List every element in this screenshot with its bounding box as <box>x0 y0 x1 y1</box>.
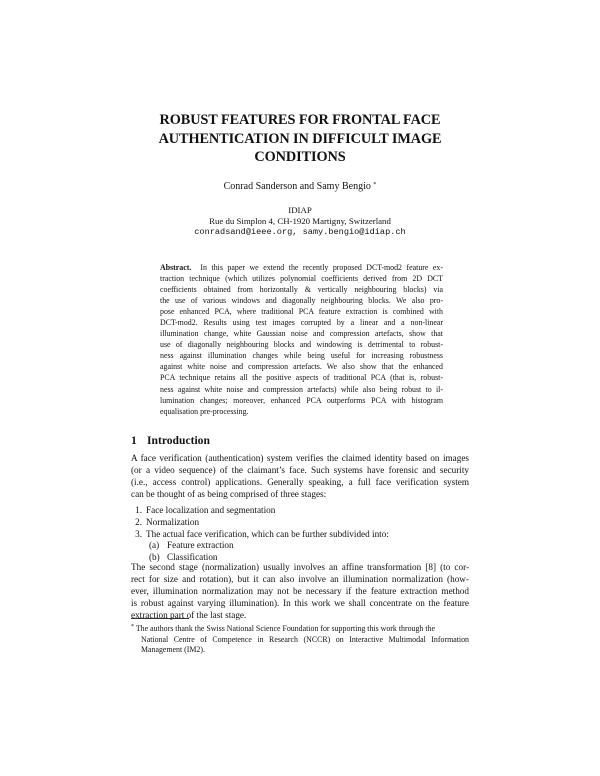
body-line: A face verification (authentication) system verifies the claimed identity based on images <box>131 453 469 463</box>
sublist-text: Feature extraction <box>167 540 234 551</box>
abstract-line: use of diagonally neighbouring blocks and windowing is detrimental to robust- <box>160 340 443 350</box>
body-line: (i.e., access control) applications. Generally speaking, a full face verification system <box>131 477 469 488</box>
sublist-item <box>131 540 469 552</box>
paper-title <box>150 111 450 167</box>
body-line: rect for size and rotation), but it can also involve an illumination normalization (how- <box>131 574 469 585</box>
abstract-text: In this paper we extend the recently proposed DCT-mod2 feature ex- <box>200 263 443 272</box>
abstract-line <box>160 262 443 273</box>
author-names: Conrad Sanderson and Samy Bengio <box>223 181 371 192</box>
sublist-label: (b) <box>149 552 160 563</box>
footnote-line <box>131 624 469 635</box>
intro-paragraph-1 <box>131 452 469 500</box>
body-line: ever, illumination normalization may not be necessary if the feature extraction method <box>131 586 469 597</box>
sublist-text: Classification <box>167 552 218 563</box>
body-line: The second stage (normalization) usually involves an affine transformation [8] (to cor- <box>131 562 469 572</box>
abstract-line: ness against white noise and compression artefacts) while also being robust to il- <box>160 384 443 394</box>
intro-paragraph-2 <box>131 561 469 621</box>
body-line: extraction part of the last stage. <box>131 610 247 621</box>
affiliation <box>150 205 450 239</box>
abstract-line: coefficients obtained from horizontally & vertically neighbouring blocks) via <box>160 285 443 295</box>
footnote-line: Management (IM2). <box>141 645 205 655</box>
abstract-line: ness against illumination changes while being useful for increasing robustness <box>160 351 443 361</box>
abstract-line: traction technique (which utilizes polynomial coefficients derived from 2D DCT <box>160 274 443 284</box>
abstract-line: pose enhanced PCA, where traditional PCA feature extraction is combined with <box>160 307 443 317</box>
abstract-line: equalisation pre-processing. <box>160 406 249 416</box>
list-text: Face localization and segmentation <box>146 505 276 515</box>
abstract-label: Abstract. <box>160 263 192 272</box>
footnote-text: The authors thank the Swiss National Science Foundation for supporting this work through the <box>135 624 435 633</box>
abstract-line: PCA technique retains all the positive aspects of traditional PCA (that is, robust- <box>160 373 443 383</box>
footnote-mark: * <box>131 624 134 630</box>
abstract-line: illumination change, white Gaussian noise and compression artefacts, show that <box>160 329 443 339</box>
abstract-line: against white noise and compression artefacts. We also show that the enhanced <box>160 362 443 372</box>
footnote <box>131 624 469 656</box>
section-number: 1 <box>131 434 137 447</box>
author-list <box>150 181 450 193</box>
title-line: AUTHENTICATION IN DIFFICULT IMAGE <box>158 130 442 147</box>
sublist-label: (a) <box>149 540 160 551</box>
section-title: Introduction <box>147 434 210 447</box>
list-number: 3. <box>135 528 142 539</box>
abstract-line: lumination changes; moreover, enhanced PCA outperforms PCA with histogram <box>160 395 443 405</box>
body-line: can be thought of as being comprised of three stages: <box>131 489 327 500</box>
footnote-rule <box>131 618 189 619</box>
list-item <box>131 505 469 517</box>
list-item <box>131 517 469 529</box>
author-footnote-mark: * <box>373 182 377 188</box>
list-item <box>131 529 469 541</box>
author-emails: conradsand@ieee.org, samy.bengio@idiap.ch <box>194 227 406 238</box>
institute-address: Rue du Simplon 4, CH-1920 Martigny, Switzerland <box>209 216 391 227</box>
title-line: CONDITIONS <box>254 149 346 165</box>
title-line: ROBUST FEATURES FOR FRONTAL FACE <box>159 112 441 128</box>
body-line: (or a video sequence) of the claimant’s face. Such systems have forensic and security <box>131 465 469 476</box>
list-text: The actual face verification, which can be further subdivided into: <box>146 528 389 539</box>
section-heading <box>131 434 210 447</box>
list-text: Normalization <box>146 516 200 527</box>
abstract <box>160 262 443 417</box>
institute-name: IDIAP <box>288 205 312 215</box>
list-number: 2. <box>135 516 142 527</box>
abstract-line: the use of various windows and diagonally neighbouring blocks. We also pro- <box>160 296 443 306</box>
list-number: 1. <box>135 505 142 515</box>
body-line: is robust against varying illumination). In this work we shall concentrate on the feature <box>131 598 469 609</box>
footnote-line: National Centre of Competence in Research (NCCR) on Interactive Multimodal Information <box>141 634 469 644</box>
stage-list <box>131 505 469 564</box>
abstract-line: DCT-mod2. Results using test images corrupted by a linear and a non-linear <box>160 318 443 328</box>
